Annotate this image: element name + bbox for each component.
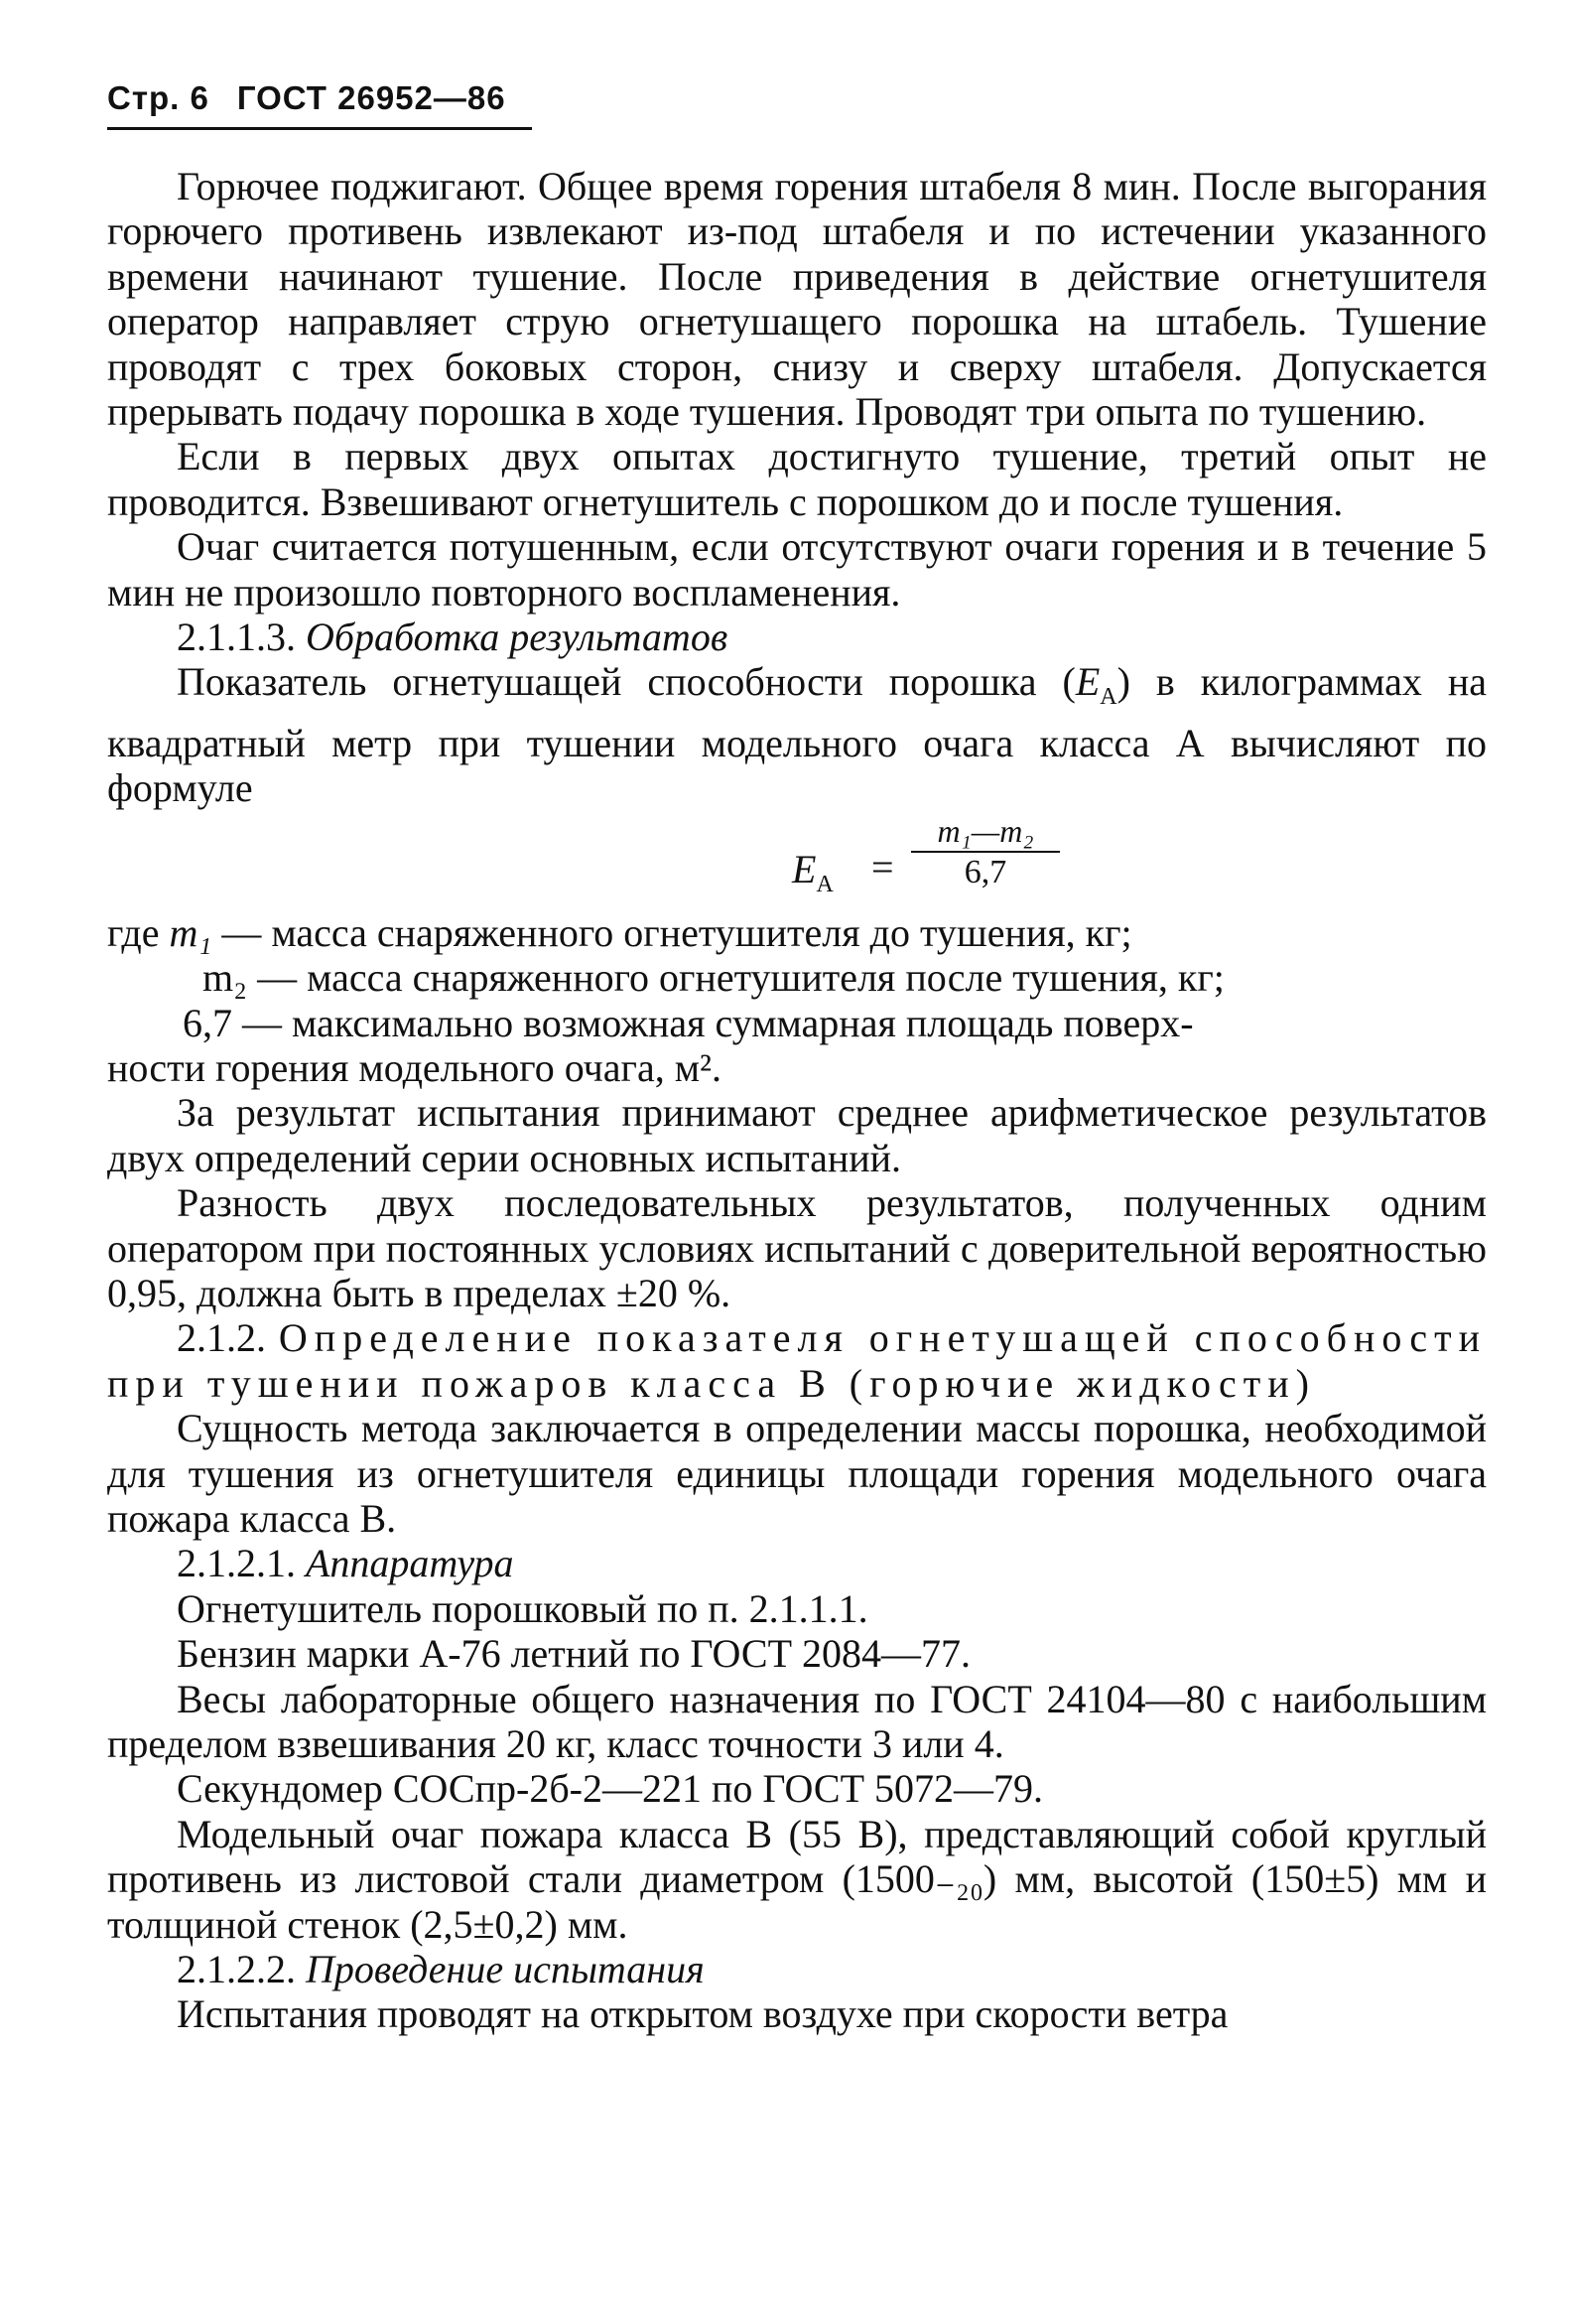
formula-numerator: m₁—m₂ [911, 813, 1060, 853]
paragraph-ignition: Горючее поджигают. Общее время горения штабеля 8 мин. После выгорания горючего противень извлекают из-под штабеля и по истечении указанного времени начинают тушение. После приведения в действие огнетушителя оператор направляет струю огнетушащего порошка на штабель. Тушение проводят с трех боковых сторон, снизу и сверху штабеля. Допускается прерывать подачу порошка в ходе тушения. Проводят три опыта по тушению. [107, 164, 1487, 435]
where-row-m1 [107, 910, 1487, 955]
formula-equals: = [871, 844, 894, 889]
section-title: Аппаратура [306, 1541, 514, 1586]
formula-fraction [911, 813, 1060, 892]
where-prefix: где [107, 909, 160, 955]
formula-lhs-symbol: E [792, 846, 817, 891]
paragraph-difference: Разность двух последовательных результатов, полученных одним оператором при постоянных условиях испытаний с доверительной вероятностью 0,95, должна быть в пределах ±20 %. [107, 1180, 1487, 1315]
section-heading-2-1-1-3 [107, 615, 1487, 659]
section-number: 2.1.2.1. [177, 1541, 296, 1586]
paragraph-third-test: Если в первых двух опытах достигнуто тушение, третий опыт не проводится. Взвешивают огнетушитель с порошком до и после тушения. [107, 434, 1487, 524]
formula-lhs-subscript: A [816, 871, 834, 897]
text-fragment: Показатель огнетушащей способности порошка ( [177, 659, 1076, 705]
section-title: Обработка результатов [306, 615, 728, 660]
paragraph-extinguished-criteria: Очаг считается потушенным, если отсутствуют очаги горения и в течение 5 мин не произошло повторного воспламенения. [107, 524, 1487, 615]
where-row-area [107, 1001, 1487, 1045]
formula-denominator: 6,7 [964, 853, 1007, 890]
where-symbol: 6,7 [183, 1000, 232, 1045]
paragraph-index-definition [107, 659, 1487, 810]
section-heading-2-1-2-2 [107, 1947, 1487, 1991]
where-row-area-cont: ности горения модельного очага, м². [107, 1044, 722, 1090]
document-page [107, 79, 1487, 2037]
paragraph-gasoline: Бензин марки А-76 летний по ГОСТ 2084—77. [177, 1631, 972, 1677]
paragraph-test-conditions: Испытания проводят на открытом воздухе при скорости ветра [177, 1991, 1229, 2037]
paragraph-result: За результат испытания принимают среднее арифметическое результатов двух определений серии основных испытаний. [107, 1090, 1487, 1180]
formula-ea [107, 811, 1487, 910]
paragraph-scales: Весы лабораторные общего назначения по ГОСТ 24104—80 с наибольшим пределом взвешивания 20 кг, класс точности 3 или 4. [107, 1676, 1487, 1766]
where-row-m2 [107, 955, 1487, 1000]
where-text: — масса снаряженного огнетушителя после тушения, кг; [257, 955, 1225, 1001]
section-title: Проведение испытания [306, 1947, 705, 1992]
page-header [107, 79, 532, 130]
section-number: 2.1.2. [177, 1315, 266, 1361]
section-heading-2-1-2 [107, 1315, 1487, 1406]
section-title: Определение показателя огнетушащей способности при тушении пожаров класса В (горючие жидкости) [107, 1315, 1487, 1406]
page-number-label: Стр. 6 [107, 79, 209, 116]
paragraph-stopwatch: Секундомер СОСпр-2б-2—221 по ГОСТ 5072—79. [177, 1766, 1044, 1812]
where-symbol: m₂ [202, 955, 248, 1001]
symbol-subscript: A [1100, 684, 1117, 711]
where-symbol: m₁ [169, 909, 212, 955]
section-number: 2.1.1.3. [177, 615, 296, 660]
symbol-e: E [1075, 659, 1101, 705]
formula-lhs [792, 847, 834, 907]
paragraph-method-essence: Сущность метода заключается в определении массы порошка, необходимой для тушения из огнетушителя единицы площади горения модельного очага пожара класса В. [107, 1406, 1487, 1541]
section-heading-2-1-2-1 [107, 1541, 1487, 1585]
where-text: — масса снаряженного огнетушителя до тушения, кг; [221, 909, 1132, 955]
text-fragment: ) в килограммах на квадратный метр при тушении модельного очага класса А вычисляют по формуле [107, 659, 1488, 811]
paragraph-model-fire: Модельный очаг пожара класса В (55 В), представляющий собой круглый противень из листовой стали диаметром (1500₋₂₀) мм, высотой (150±5) мм и толщиной стенок (2,5±0,2) мм. [107, 1811, 1487, 1947]
document-body [107, 164, 1487, 2037]
where-text: — максимально возможная суммарная площадь поверх- [242, 1000, 1194, 1045]
paragraph-extinguisher: Огнетушитель порошковый по п. 2.1.1.1. [177, 1585, 868, 1631]
section-number: 2.1.2.2. [177, 1947, 296, 1992]
standard-number: ГОСТ 26952—86 [236, 79, 506, 116]
